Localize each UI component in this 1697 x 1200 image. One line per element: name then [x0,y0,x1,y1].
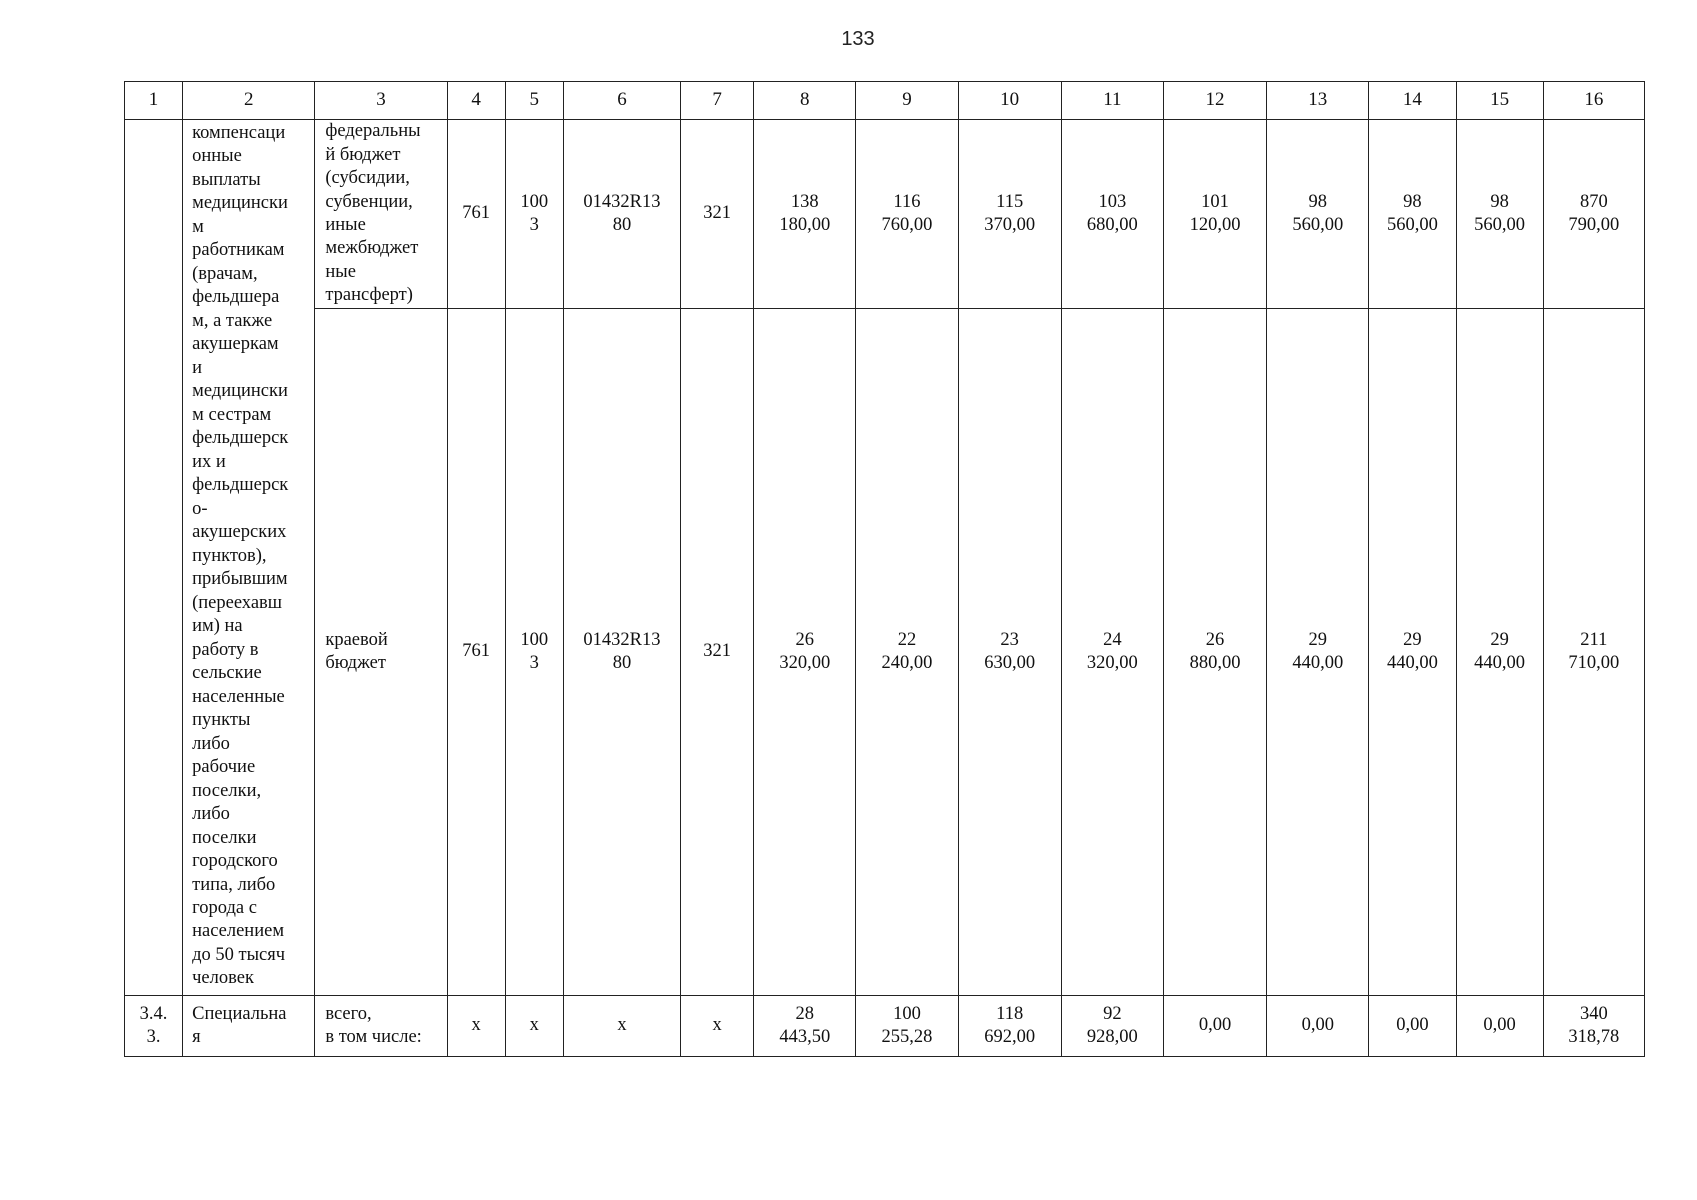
value-cell-col8: 26 320,00 [754,309,856,996]
target-article-cell: 01432R13 80 [563,120,680,309]
expense-type-cell: х [681,996,754,1057]
value-cell-col10: 23 630,00 [958,309,1061,996]
funding-source-text: всего, в том числе: [325,1003,422,1047]
value-cell-col14: 29 440,00 [1369,309,1456,996]
expense-type-cell: 321 [681,120,754,309]
section-cell: 100 3 [505,309,563,996]
value-cell-col13: 98 560,00 [1267,120,1369,309]
value-cell-col12: 26 880,00 [1163,309,1266,996]
table-header-row [125,82,1645,120]
table-row-federal-budget [125,120,1645,309]
table-row-special [125,996,1645,1057]
header-cell: 4 [447,82,505,120]
value-cell-col14: 98 560,00 [1369,120,1456,309]
value-cell-col8: 28 443,50 [754,996,856,1057]
measure-name-cell [183,996,315,1057]
value-cell-col11: 24 320,00 [1061,309,1163,996]
funding-source-text: федеральны й бюджет (субсидии, субвенции, иные межбюджет ные трансферт) [325,121,421,306]
section-cell: х [505,996,563,1057]
header-cell: 3 [315,82,447,120]
grbs-cell: х [447,996,505,1057]
measure-name-text: Специальна я [192,1003,287,1047]
section-cell: 100 3 [505,120,563,309]
header-cell: 11 [1061,82,1163,120]
value-cell-col9: 100 255,28 [856,996,958,1057]
total-cell: 340 318,78 [1543,996,1644,1057]
value-cell-col9: 116 760,00 [856,120,958,309]
value-cell-col8: 138 180,00 [754,120,856,309]
row-number-cell [125,120,183,996]
header-cell: 12 [1163,82,1266,120]
value-cell-col13: 29 440,00 [1267,309,1369,996]
value-cell-col12: 101 120,00 [1163,120,1266,309]
value-cell-col13: 0,00 [1267,996,1369,1057]
header-cell: 9 [856,82,958,120]
value-cell-col15: 0,00 [1456,996,1543,1057]
header-cell: 1 [125,82,183,120]
total-cell: 870 790,00 [1543,120,1644,309]
header-cell: 6 [563,82,680,120]
funding-source-cell [315,996,447,1057]
page-number: 133 [841,28,875,50]
header-cell: 8 [754,82,856,120]
measure-name-cell [183,120,315,996]
value-cell-col10: 115 370,00 [958,120,1061,309]
value-cell-col10: 118 692,00 [958,996,1061,1057]
value-cell-col15: 98 560,00 [1456,120,1543,309]
value-cell-col15: 29 440,00 [1456,309,1543,996]
funding-source-cell [315,309,447,996]
value-cell-col11: 92 928,00 [1061,996,1163,1057]
budget-table [124,81,1645,1057]
header-cell: 16 [1543,82,1644,120]
grbs-cell: 761 [447,120,505,309]
table-row-regional-budget [125,309,1645,996]
funding-source-text: краевой бюджет [325,629,388,673]
header-cell: 13 [1267,82,1369,120]
header-cell: 10 [958,82,1061,120]
expense-type-cell: 321 [681,309,754,996]
header-cell: 15 [1456,82,1543,120]
value-cell-col12: 0,00 [1163,996,1266,1057]
funding-source-cell [315,120,447,309]
value-cell-col9: 22 240,00 [856,309,958,996]
header-cell: 2 [183,82,315,120]
target-article-cell: х [563,996,680,1057]
grbs-cell: 761 [447,309,505,996]
measure-name-text: компенсаци онные выплаты медицински м работникам (врачам, фельдшера м, а также акушеркам и медицински м сестрам фельдшерск их и фельдшерск о- акушерских пунктов), прибывшим (переехавш им) на работу в сельские населенные пункты либо рабочие поселки, либо поселки городского типа, либо города с населением до 50 тысяч человек [192,123,289,989]
value-cell-col14: 0,00 [1369,996,1456,1057]
row-number-cell: 3.4. 3. [125,996,183,1057]
header-cell: 7 [681,82,754,120]
value-cell-col11: 103 680,00 [1061,120,1163,309]
target-article-cell: 01432R13 80 [563,309,680,996]
header-cell: 5 [505,82,563,120]
header-cell: 14 [1369,82,1456,120]
total-cell: 211 710,00 [1543,309,1644,996]
